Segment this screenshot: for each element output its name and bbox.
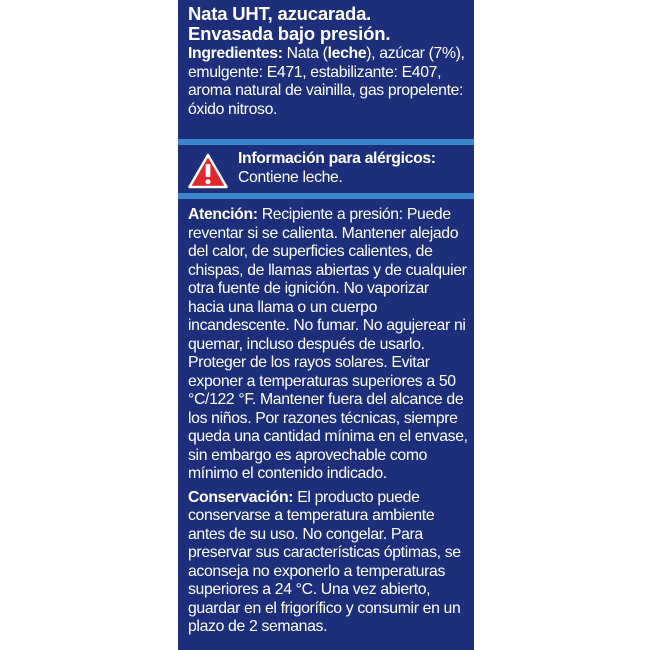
allergen-statement: Contiene leche. <box>238 168 343 186</box>
ingredients-heading: Ingredientes: <box>188 45 283 62</box>
ingredients-text-start: Nata ( <box>282 45 328 62</box>
storage-paragraph <box>188 489 468 637</box>
warning-paragraph <box>188 206 468 484</box>
divider-stripe-bottom <box>178 193 474 199</box>
label-bottom-section <box>188 205 468 637</box>
allergen-text <box>238 150 470 187</box>
storage-text: El producto puede conservarse a temperatura ambiente antes de su uso. No congelar. Para preservar sus características óptimas, se aconseja no exponerlo a temperaturas superiores a 24 °C. Una vez abierto, guardar en el frigorífico y consumir en un plazo de 2 semanas. <box>188 488 461 635</box>
warning-heading: Atención: <box>188 206 258 223</box>
product-label-panel <box>178 0 474 650</box>
product-title-line2: Envasada bajo presión. <box>188 23 391 44</box>
ingredients-text-end: ), azúcar (7%), emulgente: E471, estabilizante: E407, aroma natural de vainilla, gas propelente: óxido nitroso. <box>188 45 465 118</box>
allergen-info-box <box>178 145 474 193</box>
product-title-line1: Nata UHT, azucarada. <box>188 3 372 24</box>
ingredients-paragraph <box>188 45 466 119</box>
product-title <box>188 4 466 44</box>
allergen-highlight: leche <box>327 45 367 62</box>
warning-triangle-icon <box>188 153 228 189</box>
label-top-section <box>178 0 474 119</box>
warning-text: Recipiente a presión: Puede reventar si se calienta. Mantener alejado del calor, de superficies calientes, de chispas, de llamas abiertas y de cualquier otra fuente de ignición. No vaporizar hacia una llama o un cuerpo incandescente. No fumar. No agujerear ni quemar, incluso después de usarlo. Proteger de los rayos solares. Evitar exponer a temperaturas superiores a 50 °C/122 °F. Mantener fuera del alcance de los niños. Por razones técnicas, siempre queda una cantidad mínima en el envase, sin embargo es aprovechable como mínimo el contenido indicado. <box>188 206 468 482</box>
storage-heading: Conservación: <box>188 488 294 506</box>
allergen-heading: Información para alérgicos: <box>238 150 436 167</box>
